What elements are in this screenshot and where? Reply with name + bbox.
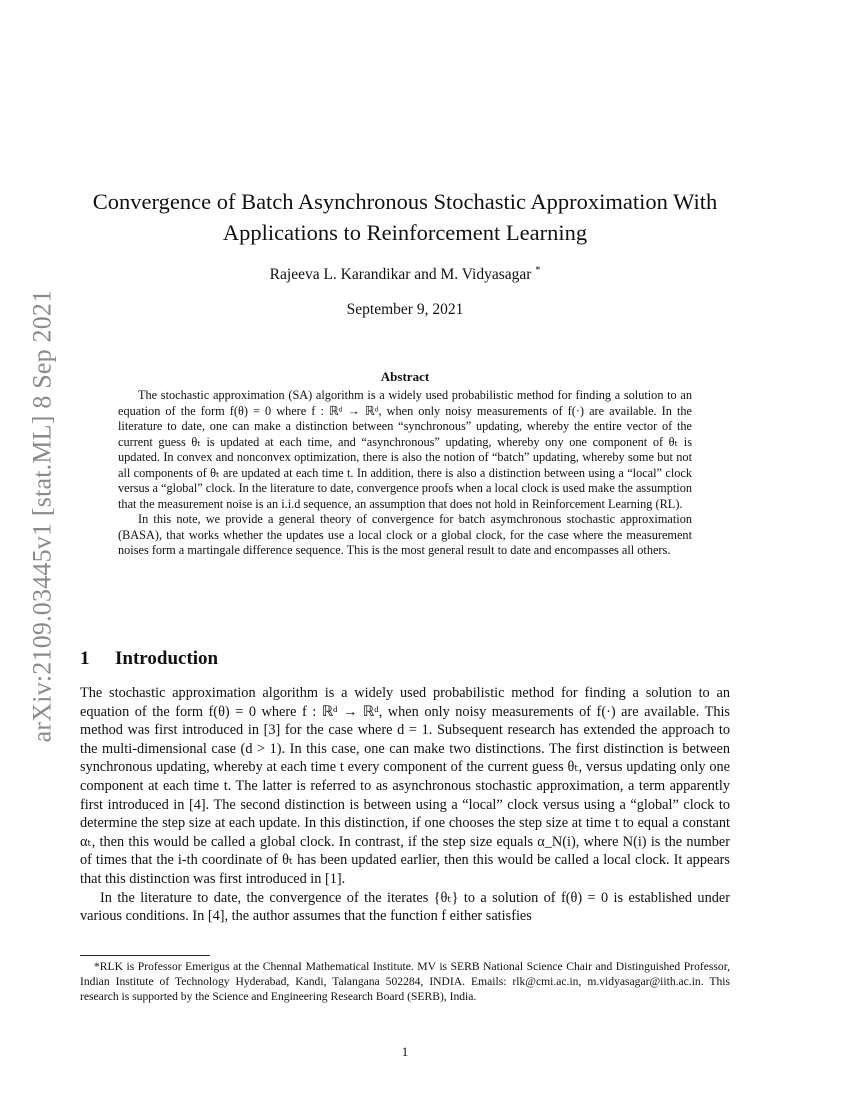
abstract-heading: Abstract <box>380 369 430 384</box>
paper-title: Convergence of Batch Asynchronous Stochastic Approximation With Applications to Reinforcement Learning <box>92 189 718 245</box>
abstract-paragraph: In this note, we provide a general theory of convergence for batch asymchronous stochastic approximation (BASA), that works whether the updates use a local clock or a global clock, for the case where the measurement noises form a martingale difference sequence. This is the most general result to date and encompasses all others. <box>118 512 692 557</box>
section-number: 1 <box>80 648 90 669</box>
body-paragraph: The stochastic approximation algorithm is a widely used probabilistic method for finding a solution to an equation of the form f(θ) = 0 where f : ℝᵈ → ℝᵈ, when only noisy measurements of f(·) are available. This method was first introduced in [3] for the case where d = 1. Subsequent research has extended the approach to the multi-dimensional case (d > 1). In this case, one can make two distinctions. The first distinction is between synchronous updating, whereby at each time t every component of the current guess θₜ, versus updating only one component at each time t. The latter is referred to as asynchronous stochastic approximation, a term apparently first introduced in [4]. The second distinction is between using a “local” clock versus using a “global” clock to determine the step size at each update. In this distinction, if one chooses the step size at time t to equal a constant αₜ, then this would be called a global clock. In contrast, if the step size equals α_N(i), where N(i) is the number of times that the i-th coordinate of θₜ has been updated earlier, then this would be called a local clock. It appears that this distinction was first introduced in [1]. <box>80 685 730 887</box>
author-line <box>80 265 730 284</box>
footnote-text: *RLK is Professor Emerigus at the ChennaI Mathematical Institute. MV is SERB National Science Chair and Distinguished Professor, Indian Institute of Technology Hyderabad, Kandi, Talangana 502284, INDIA. Emails: rlk@cmi.ac.in, m.vidyasagar@iith.ac.in. This research is supported by the Science and Engineering Research Board (SERB), India. <box>80 960 730 1003</box>
section-body <box>80 684 730 926</box>
author-footnote-mark[interactable]: * <box>535 265 541 276</box>
footnote-rule <box>80 955 210 956</box>
abstract-paragraph: The stochastic approximation (SA) algorithm is a widely used probabilistic method for finding a solution to an equation of the form f(θ) = 0 where f : ℝᵈ → ℝᵈ, when only noisy measurements of f(·) are available. In the literature to date, one can make a distinction between “synchronous” updating, whereby the entire vector of the current guess θₜ is updated at each time, and “asynchronous” updating, whereby ony one component of θₜ is updated. In convex and nonconvex optimization, there is also the notion of “batch” updating, whereby some but not all components of θₜ are updated at each time t. In addition, there is also a distinction between using a “local” clock versus a “global” clock. In the literature to date, convergence proofs when a local clock is used make the assumption that the measurement noise is an i.i.d sequence, an assumption that does not hold in Reinforcement Learning (RL). <box>118 388 692 511</box>
paper-date: September 9, 2021 <box>346 301 464 318</box>
footnote <box>80 959 730 1004</box>
arxiv-identifier-stamp <box>22 268 62 763</box>
section-heading <box>80 648 730 670</box>
author-names: Rajeeva L. Karandikar and M. Vidyasagar <box>269 266 532 284</box>
arxiv-identifier-text: arXiv:2109.03445v1 [stat.ML] 8 Sep 2021 <box>27 289 56 742</box>
page-number: 1 <box>401 1044 409 1059</box>
abstract-body <box>118 388 692 559</box>
section-title: Introduction <box>115 648 219 669</box>
body-paragraph: In the literature to date, the convergence of the iterates {θₜ} to a solution of f(θ) = 0 is established under various conditions. In [4], the author assumes that the function f either satisfies <box>80 889 730 925</box>
